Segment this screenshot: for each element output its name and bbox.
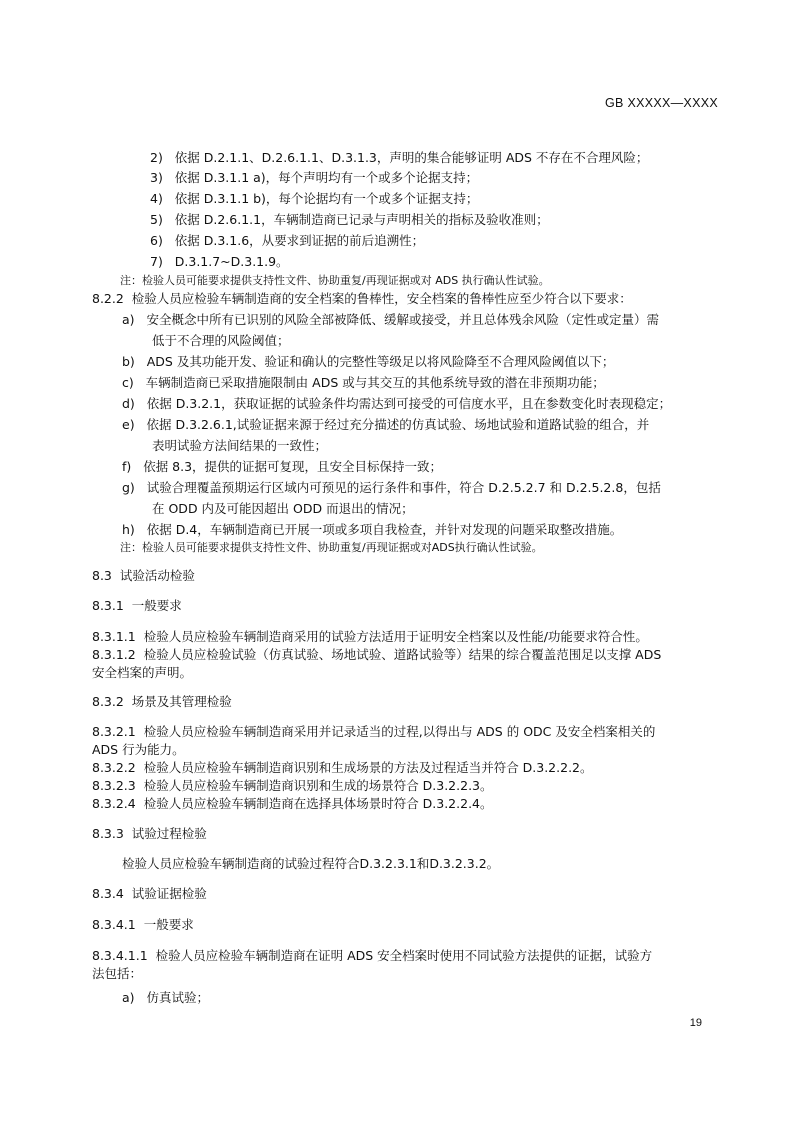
paragraph-number: 8.3.2.1	[92, 724, 136, 739]
list-marker: a)	[122, 990, 135, 1005]
paragraph	[92, 796, 493, 812]
section-heading	[92, 694, 232, 710]
section-number: 8.3.4.1	[92, 917, 136, 932]
paragraph-continuation: ADS 行为能力。	[92, 742, 185, 757]
list-item-continuation: 在 ODD 内及可能因超出 ODD 而退出的情况；	[152, 501, 414, 516]
paragraph-number: 8.3.1.1	[92, 629, 136, 644]
list-text: 依据 D.4，车辆制造商已开展一项或多项自我检查，并针对发现的问题采取整改措施。	[146, 522, 623, 537]
section-title: 试验活动检验	[119, 568, 195, 583]
list-item	[150, 150, 648, 166]
list-text: 试验合理覆盖预期运行区域内可预见的运行条件和事件，符合 D.2.5.2.7 和 D.2.5.2.8，包括	[146, 480, 661, 495]
paragraph	[92, 724, 655, 740]
paragraph-text: 检验人员应检验试验（仿真试验、场地试验、道路试验等）结果的综合覆盖范围足以支撑 ADS	[143, 647, 662, 662]
page-number: 19	[689, 1017, 702, 1029]
list-marker: d)	[122, 396, 135, 411]
paragraph-number: 8.3.1.2	[92, 647, 136, 662]
document-code-header: GB XXXXX—XXXX	[605, 96, 718, 110]
paragraph-number: 8.3.2.4	[92, 796, 136, 811]
list-item	[150, 170, 478, 186]
list-text: ADS 及其功能开发、验证和确认的完整性等级足以将风险降至不合理风险阈值以下；	[146, 354, 615, 369]
list-item	[122, 375, 605, 391]
list-text: 依据 D.3.1.1 b)，每个论据均有一个或多个证据支持；	[174, 191, 479, 206]
paragraph-continuation: 安全档案的声明。	[92, 665, 193, 680]
note: 注：检验人员可能要求提供支持性文件、协助重复/再现证据或对ADS执行确认性试验。	[120, 541, 543, 554]
note: 注：检验人员可能要求提供支持性文件、协助重复/再现证据或对 ADS 执行确认性试验。	[120, 274, 550, 287]
section-number: 8.3.3	[92, 826, 124, 841]
paragraph	[92, 647, 661, 663]
paragraph-text: 检验人员应检验车辆制造商采用并记录适当的过程,以得出与 ADS 的 ODC 及安全档案相关的	[143, 724, 656, 739]
paragraph-text: 检验人员应检验车辆制造商的试验过程符合D.3.2.3.1和D.3.2.3.2。	[122, 856, 500, 871]
list-marker: 3)	[150, 170, 163, 185]
paragraph	[92, 948, 652, 964]
paragraph	[92, 629, 648, 645]
list-text: 依据 D.2.6.1.1，车辆制造商已记录与声明相关的指标及验收准则；	[174, 212, 549, 227]
list-item	[122, 990, 209, 1006]
list-marker: a)	[122, 312, 135, 327]
list-marker: 4)	[150, 191, 163, 206]
paragraph-text: 检验人员应检验车辆制造商识别和生成的场景符合 D.3.2.2.3。	[143, 778, 493, 793]
list-item	[122, 354, 614, 370]
list-item	[150, 233, 424, 249]
list-item	[150, 212, 549, 228]
paragraph	[92, 760, 593, 776]
section-number: 8.3	[92, 568, 112, 583]
section-number: 8.3.2	[92, 694, 124, 709]
section-heading	[92, 886, 207, 902]
list-item	[122, 312, 659, 328]
list-text: 依据 D.2.1.1、D.2.6.1.1、D.3.1.3，声明的集合能够证明 ADS 不存在不合理风险；	[174, 150, 649, 165]
list-text: 依据 D.3.2.6.1,试验证据来源于经过充分描述的仿真试验、场地试验和道路试验的组合，并	[146, 417, 650, 432]
list-text: 依据 8.3，提供的证据可复现，且安全目标保持一致；	[143, 459, 443, 474]
list-item	[150, 191, 478, 207]
clause-number: 8.2.2	[92, 291, 124, 306]
section-title: 试验过程检验	[131, 826, 207, 841]
section-heading	[92, 826, 207, 842]
section-title: 一般要求	[143, 917, 194, 932]
list-marker: 5)	[150, 212, 163, 227]
clause-8-2-2	[92, 291, 632, 307]
paragraph-text: 检验人员应检验车辆制造商采用的试验方法适用于证明安全档案以及性能/功能要求符合性。	[143, 629, 648, 644]
list-item	[122, 396, 671, 412]
paragraph-text: 检验人员应检验车辆制造商在证明 ADS 安全档案时使用不同试验方法提供的证据，试验方	[155, 948, 653, 963]
list-item	[122, 480, 661, 496]
list-item-continuation: 表明试验方法间结果的一致性；	[152, 438, 328, 453]
list-item	[122, 417, 649, 433]
section-number: 8.3.4	[92, 886, 124, 901]
section-title: 试验证据检验	[131, 886, 207, 901]
list-marker: 6)	[150, 233, 163, 248]
paragraph-number: 8.3.2.2	[92, 760, 136, 775]
list-marker: b)	[122, 354, 135, 369]
section-heading	[92, 598, 182, 614]
list-item	[122, 459, 442, 475]
list-text: 依据 D.3.1.6，从要求到证据的前后追溯性；	[174, 233, 425, 248]
list-marker: 7)	[150, 254, 163, 269]
list-marker: f)	[122, 459, 132, 474]
list-text: D.3.1.7~D.3.1.9。	[174, 254, 289, 269]
section-heading	[92, 568, 195, 584]
section-number: 8.3.1	[92, 598, 124, 613]
list-text: 安全概念中所有已识别的风险全部被降低、缓解或接受，并且总体残余风险（定性或定量）需	[146, 312, 659, 327]
paragraph-text: 检验人员应检验车辆制造商识别和生成场景的方法及过程适当并符合 D.3.2.2.2。	[143, 760, 593, 775]
list-text: 仿真试验；	[146, 990, 209, 1005]
list-item	[122, 522, 622, 538]
section-heading	[92, 917, 194, 933]
list-text: 依据 D.3.1.1 a)，每个声明均有一个或多个论据支持；	[174, 170, 479, 185]
section-title: 场景及其管理检验	[131, 694, 232, 709]
list-marker: g)	[122, 480, 135, 495]
list-marker: e)	[122, 417, 135, 432]
list-text: 依据 D.3.2.1，获取证据的试验条件均需达到可接受的可信度水平，且在参数变化时表现稳定；	[146, 396, 672, 411]
section-title: 一般要求	[131, 598, 182, 613]
clause-text: 检验人员应检验车辆制造商的安全档案的鲁棒性，安全档案的鲁棒性应至少符合以下要求：	[131, 291, 632, 306]
paragraph-text: 检验人员应检验车辆制造商在选择具体场景时符合 D.3.2.2.4。	[143, 796, 493, 811]
list-marker: c)	[122, 375, 134, 390]
paragraph	[92, 778, 493, 794]
list-marker: h)	[122, 522, 135, 537]
list-item-continuation: 低于不合理的风险阈值；	[152, 333, 290, 348]
paragraph-continuation: 法包括：	[92, 966, 143, 981]
list-marker: 2)	[150, 150, 163, 165]
list-item	[150, 254, 289, 270]
paragraph-number: 8.3.4.1.1	[92, 948, 148, 963]
paragraph-number: 8.3.2.3	[92, 778, 136, 793]
list-text: 车辆制造商已采取措施限制由 ADS 或与其交互的其他系统导致的潜在非预期功能；	[145, 375, 605, 390]
